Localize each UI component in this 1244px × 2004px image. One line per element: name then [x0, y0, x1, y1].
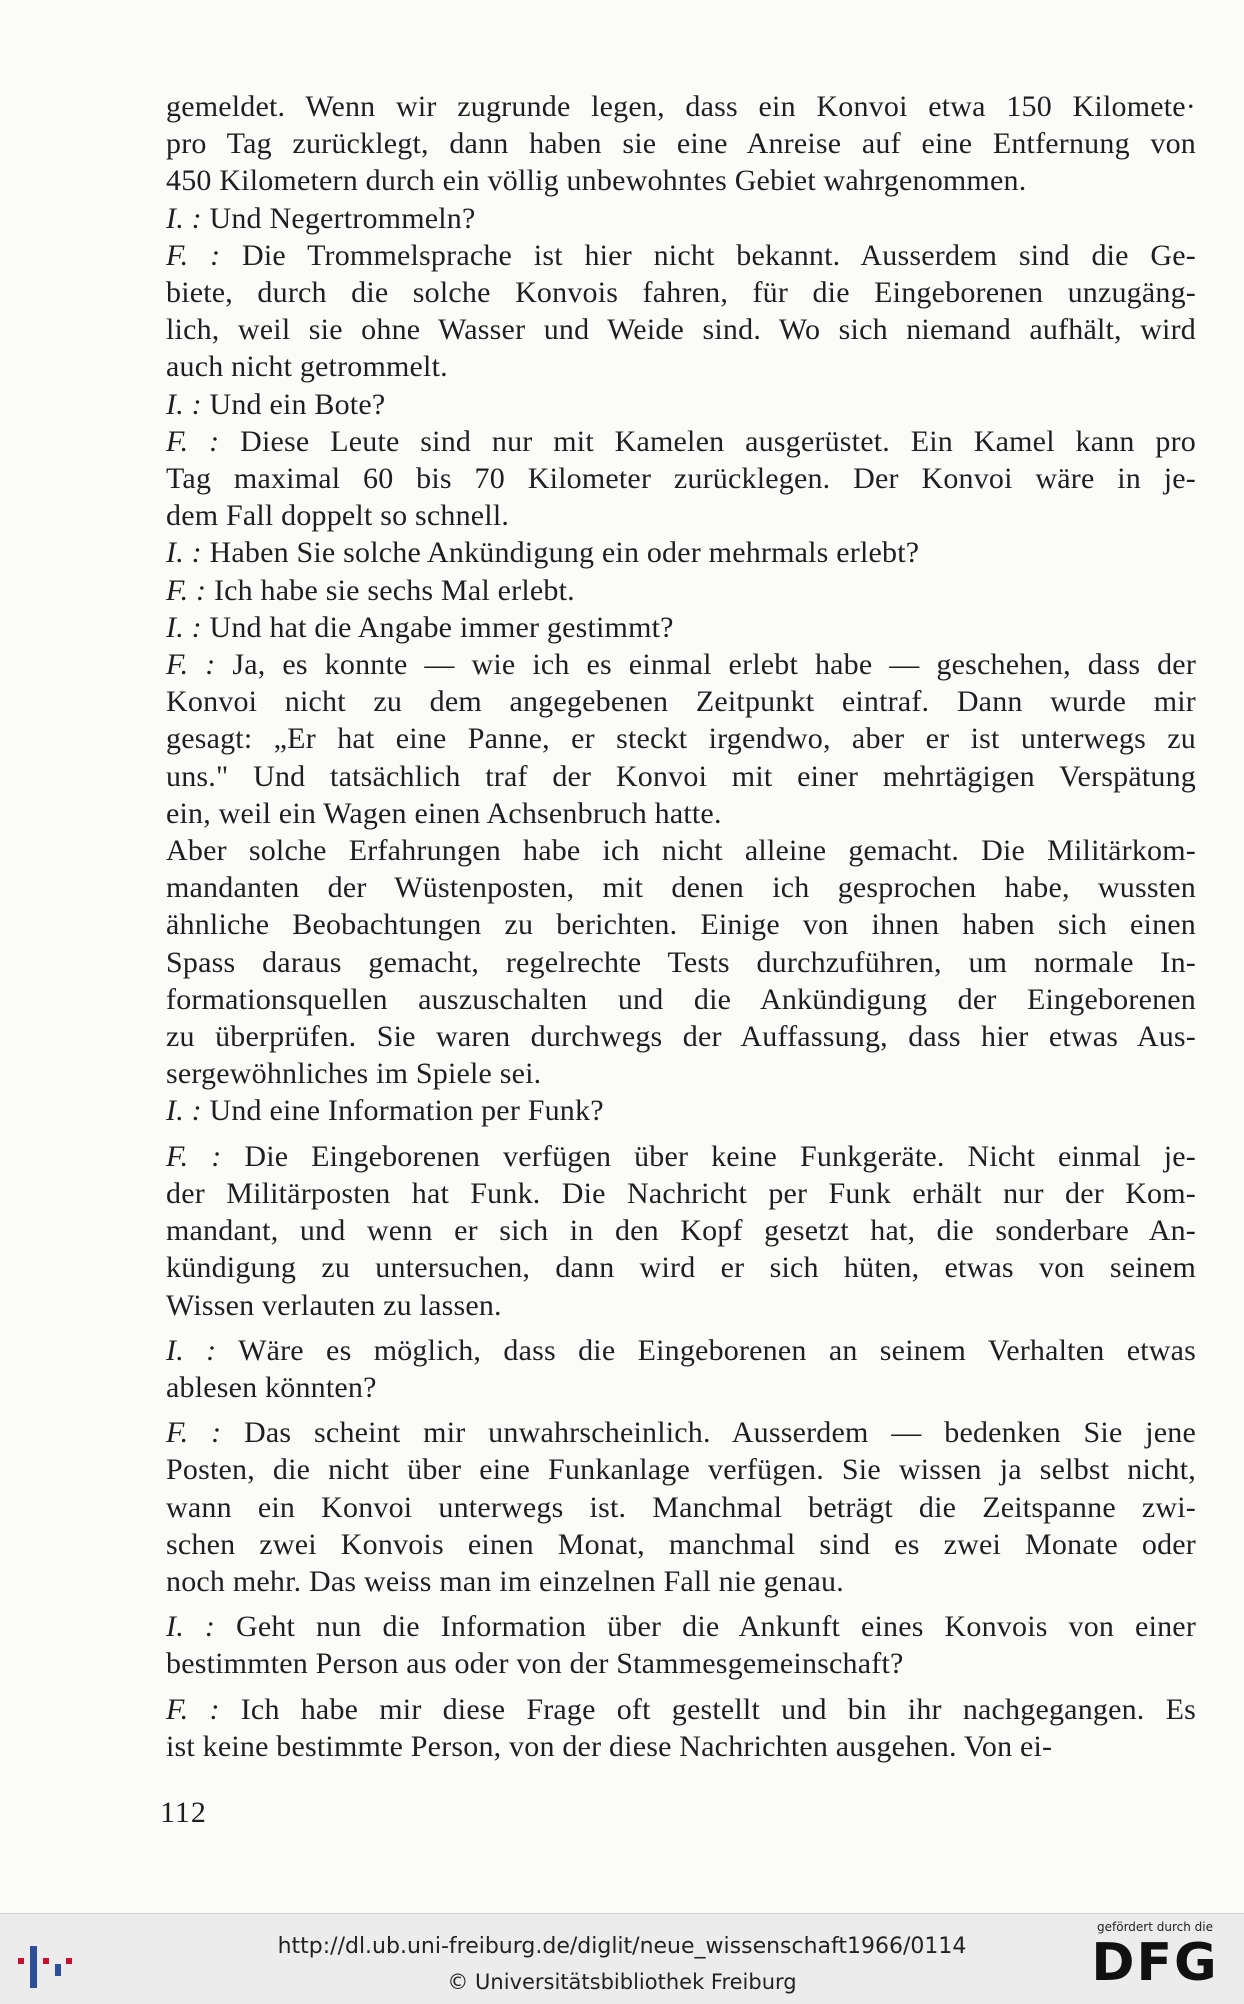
text-line	[166, 1138, 1196, 1175]
line-text: Tag maximal 60 bis 70 Kilometer zurücklegen. Der Konvoi wäre in je-	[166, 462, 1196, 496]
speaker-label: F. :	[166, 424, 220, 458]
text-line	[166, 1563, 1196, 1600]
line-text: schen zwei Konvois einen Monat, manchmal sind es zwei Monate oder	[166, 1527, 1196, 1561]
text-line	[166, 1728, 1196, 1765]
line-text: ein, weil ein Wagen einen Achsenbruch hatte.	[166, 796, 722, 830]
text-line	[166, 497, 1196, 534]
line-text: dem Fall doppelt so schnell.	[166, 499, 510, 533]
line-text: kündigung zu untersuchen, dann wird er sich hüten, etwas von seinem	[166, 1251, 1196, 1285]
dfg-logo: DFG	[1091, 1933, 1219, 1993]
line-text: Haben Sie solche Ankündigung ein oder mehrmals erlebt?	[209, 536, 920, 570]
line-text: Die Trommelsprache ist hier nicht bekannt. Ausserdem sind die Ge-	[241, 238, 1196, 272]
line-text: Ich habe mir diese Frage oft gestellt und bin ihr nachgegangen. Es	[240, 1692, 1196, 1726]
text-line	[166, 683, 1196, 720]
dialogue-paragraph	[166, 386, 1196, 423]
text-line	[166, 1691, 1196, 1728]
line-text: sergewöhnliches im Spiele sei.	[166, 1057, 542, 1091]
text-paragraph	[166, 832, 1196, 1092]
line-text: ähnliche Beobachtungen zu berichten. Einige von ihnen haben sich einen	[166, 908, 1196, 942]
text-line	[166, 1369, 1196, 1406]
text-paragraph	[166, 88, 1196, 200]
line-text: Diese Leute sind nur mit Kamelen ausgerüstet. Ein Kamel kann pro	[240, 424, 1197, 458]
speaker-label: I. :	[166, 610, 202, 644]
line-text: uns." Und tatsächlich traf der Konvoi mit einer mehrtägigen Verspätung	[166, 759, 1196, 793]
text-line	[166, 869, 1196, 906]
paragraph-gap	[166, 1130, 1196, 1138]
text-line	[166, 1212, 1196, 1249]
text-line	[166, 1645, 1196, 1682]
text-line	[166, 1489, 1196, 1526]
line-text: Wäre es möglich, dass die Eingeborenen an seinem Verhalten etwas	[238, 1333, 1196, 1367]
speaker-label: I. :	[166, 387, 202, 421]
text-line	[166, 423, 1196, 460]
line-text: Geht nun die Information über die Ankunft eines Konvois von einer	[235, 1610, 1197, 1644]
line-text: Spass daraus gemacht, regelrechte Tests durchzuführen, um normale In-	[166, 945, 1196, 979]
text-line	[166, 274, 1196, 311]
paragraph-gap	[166, 1600, 1196, 1608]
speaker-label: F. :	[166, 1692, 220, 1726]
paragraph-gap	[166, 1406, 1196, 1414]
text-line	[166, 646, 1196, 683]
line-text: Und eine Information per Funk?	[209, 1094, 604, 1128]
line-text: Aber solche Erfahrungen habe ich nicht alleine gemacht. Die Militärkom-	[166, 834, 1196, 868]
line-text: Wissen verlauten zu lassen.	[166, 1288, 502, 1322]
text-line	[166, 1055, 1196, 1092]
line-text: Ich habe sie sechs Mal erlebt.	[213, 573, 575, 607]
speaker-label: F. :	[166, 1416, 222, 1450]
text-line	[166, 460, 1196, 497]
text-line	[166, 348, 1196, 385]
paragraph-gap	[166, 1324, 1196, 1332]
text-line	[166, 944, 1196, 981]
speaker-label: I. :	[166, 1333, 217, 1367]
line-text: lich, weil sie ohne Wasser und Weide sind. Wo sich niemand aufhält, wird	[166, 313, 1196, 347]
page-number: 112	[160, 1796, 207, 1829]
text-line	[166, 1414, 1196, 1451]
line-text: wann ein Konvoi unterwegs ist. Manchmal beträgt die Zeitspanne zwi-	[166, 1490, 1196, 1524]
line-text: biete, durch die solche Konvois fahren, für die Eingeborenen unzugäng-	[166, 276, 1196, 310]
text-line	[166, 311, 1196, 348]
text-line	[166, 720, 1196, 757]
speaker-label: F. :	[166, 648, 216, 682]
dialogue-paragraph	[166, 534, 1196, 571]
speaker-label: F. :	[166, 1139, 222, 1173]
line-text: bestimmten Person aus oder von der Stammesgemeinschaft?	[166, 1647, 904, 1681]
line-text: gemeldet. Wenn wir zugrunde legen, dass ein Konvoi etwa 150 Kilomete·	[166, 90, 1196, 123]
line-text: Posten, die nicht über eine Funkanlage verfügen. Sie wissen ja selbst nicht,	[166, 1453, 1196, 1487]
line-text: zu überprüfen. Sie waren durchwegs der Auffassung, dass hier etwas Aus-	[166, 1020, 1196, 1054]
text-line	[166, 572, 1196, 609]
line-text: mandanten der Wüstenposten, mit denen ich gesprochen habe, wussten	[166, 871, 1196, 905]
dialogue-paragraph	[166, 1138, 1196, 1324]
line-text: gesagt: „Er hat eine Panne, er steckt irgendwo, aber er ist unterwegs zu	[166, 722, 1196, 756]
text-line	[166, 981, 1196, 1018]
speaker-label: F. :	[166, 573, 207, 607]
text-line	[166, 758, 1196, 795]
text-line	[166, 832, 1196, 869]
speaker-label: F. :	[166, 238, 221, 272]
line-text: der Militärposten hat Funk. Die Nachricht per Funk erhält nur der Kom-	[166, 1176, 1196, 1210]
line-text: Das scheint mir unwahrscheinlich. Ausserdem — bedenken Sie jene	[244, 1416, 1196, 1450]
text-line	[166, 1451, 1196, 1488]
speaker-label: I. :	[166, 1094, 202, 1128]
text-line	[166, 1018, 1196, 1055]
line-text: 450 Kilometern durch ein völlig unbewohntes Gebiet wahrgenommen.	[166, 164, 1027, 198]
speaker-label: I. :	[166, 536, 202, 570]
line-text: auch nicht getrommelt.	[166, 350, 448, 384]
document-url-link[interactable]: http://dl.ub.uni-freiburg.de/diglit/neue_wissenschaft1966/0114	[277, 1934, 967, 1959]
dialogue-paragraph	[166, 1691, 1196, 1765]
dialogue-paragraph	[166, 200, 1196, 237]
speaker-label: I. :	[166, 1610, 216, 1644]
text-line	[166, 1608, 1196, 1645]
dialogue-paragraph	[166, 1332, 1196, 1406]
dialogue-paragraph	[166, 609, 1196, 646]
line-text: Die Eingeborenen verfügen über keine Funkgeräte. Nicht einmal je-	[244, 1139, 1196, 1173]
line-text: Konvoi nicht zu dem angegebenen Zeitpunkt eintraf. Dann wurde mir	[166, 685, 1196, 719]
text-line	[166, 1287, 1196, 1324]
dialogue-paragraph	[166, 1414, 1196, 1600]
line-text: formationsquellen auszuschalten und die Ankündigung der Eingeborenen	[166, 982, 1196, 1016]
text-line	[166, 162, 1196, 199]
dialogue-paragraph	[166, 1608, 1196, 1682]
footer-bar	[0, 1913, 1244, 2004]
speaker-label: I. :	[166, 201, 202, 235]
line-text: Und hat die Angabe immer gestimmt?	[209, 610, 674, 644]
text-line	[166, 1249, 1196, 1286]
text-line	[166, 88, 1196, 125]
dfg-funding-badge	[1080, 1920, 1230, 2000]
dialogue-paragraph	[166, 237, 1196, 386]
text-line	[166, 534, 1196, 571]
line-text: noch mehr. Das weiss man im einzelnen Fall nie genau.	[166, 1564, 844, 1598]
line-text: mandant, und wenn er sich in den Kopf gesetzt hat, die sonderbare An-	[166, 1214, 1196, 1248]
line-text: ablesen könnten?	[166, 1370, 377, 1404]
dialogue-paragraph	[166, 423, 1196, 535]
dialogue-paragraph	[166, 1092, 1196, 1129]
text-line	[166, 1526, 1196, 1563]
text-line	[166, 386, 1196, 423]
text-line	[166, 1092, 1196, 1129]
dfg-caption: gefördert durch die	[1097, 1920, 1213, 1934]
dialogue-paragraph	[166, 572, 1196, 609]
paragraph-gap	[166, 1683, 1196, 1691]
line-text: Und ein Bote?	[209, 387, 386, 421]
text-line	[166, 1175, 1196, 1212]
text-line	[166, 795, 1196, 832]
text-line	[166, 200, 1196, 237]
text-line	[166, 1332, 1196, 1369]
text-line	[166, 906, 1196, 943]
text-line	[166, 237, 1196, 274]
line-text: Und Negertrommeln?	[209, 201, 476, 235]
dialogue-paragraph	[166, 646, 1196, 832]
page-body-text	[166, 88, 1196, 1765]
line-text: ist keine bestimmte Person, von der diese Nachrichten ausgehen. Von ei-	[166, 1729, 1053, 1763]
text-line	[166, 609, 1196, 646]
text-line	[166, 125, 1196, 162]
copyright-text: © Universitätsbibliothek Freiburg	[447, 1970, 797, 1994]
line-text: Ja, es konnte — wie ich es einmal erlebt habe — geschehen, dass der	[232, 648, 1197, 682]
line-text: pro Tag zurücklegt, dann haben sie eine Anreise auf eine Entfernung von	[166, 127, 1196, 161]
